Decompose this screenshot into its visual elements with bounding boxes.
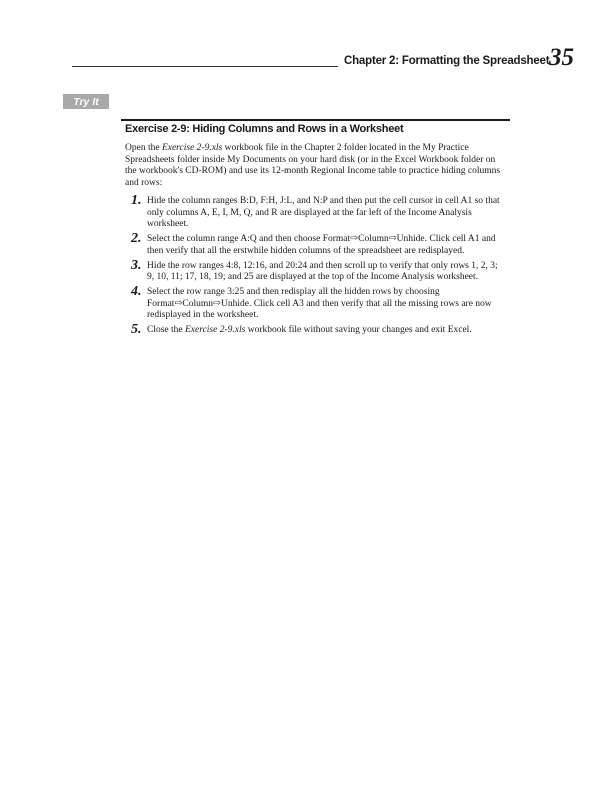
step-4 (125, 284, 505, 322)
step-filename: Exercise 2-9.xls (185, 325, 246, 335)
exercise-title: Exercise 2-9: Hiding Columns and Rows in a Worksheet (125, 123, 404, 135)
page-number: 35 (549, 44, 574, 71)
step-2 (125, 231, 505, 257)
intro-text-end: workbook file in the Chapter 2 folder located in the My Practice Spreadsheets folder inside My Documents on your hard disk (or in the Excel Workbook folder on the workbook's CD-ROM) and use its 12-month Regional Income table to practice hiding columns and rows: (125, 143, 501, 188)
chapter-title: Chapter 2: Formatting the Spreadsheet (344, 55, 550, 67)
step-number: 1. (131, 193, 142, 208)
step-text: Hide the row ranges 4:8, 12:16, and 20:24 and then scroll up to verify that only rows 1, 2, 3; 9, 10, 11; 17, 18, 19; and 25 are displayed at the top of the Income Analysis worksheet. (147, 260, 498, 282)
step-text (147, 325, 472, 335)
step-text: Hide the column ranges B:D, F:H, J:L, and N:P and then put the cell cursor in cell A1 so that only columns A, E, I, M, Q, and R are displayed at the far left of the Income Analysis worksheet. (147, 196, 500, 229)
step-5 (125, 322, 505, 337)
step-text-start: Close the (147, 325, 185, 335)
step-number: 4. (131, 284, 142, 299)
step-text-end: workbook file without saving your changes and exit Excel. (245, 325, 472, 335)
step-number: 2. (131, 231, 142, 246)
header-rule (72, 66, 338, 67)
step-3 (125, 257, 505, 284)
step-1 (125, 193, 505, 231)
step-text: Select the row range 3:25 and then redisplay all the hidden rows by choosing Format⇨Column⇨Unhide. Click cell A3 and then verify that all the missing rows are now redisplayed in the worksheet. (147, 287, 492, 320)
intro-text-start: Open the (125, 143, 162, 153)
try-it-badge (63, 94, 109, 109)
step-number: 5. (131, 322, 142, 337)
step-number: 3. (131, 257, 142, 273)
step-list (125, 193, 505, 340)
step-text: Select the column range A:Q and then choose Format⇨Column⇨Unhide. Click cell A1 and then verify that all the erstwhile hidden columns of the spreadsheet are redisplayed. (147, 234, 496, 256)
try-it-label: Try It (73, 95, 99, 108)
exercise-intro (125, 143, 505, 189)
intro-filename: Exercise 2-9.xls (161, 143, 223, 153)
exercise-rule (121, 119, 510, 121)
